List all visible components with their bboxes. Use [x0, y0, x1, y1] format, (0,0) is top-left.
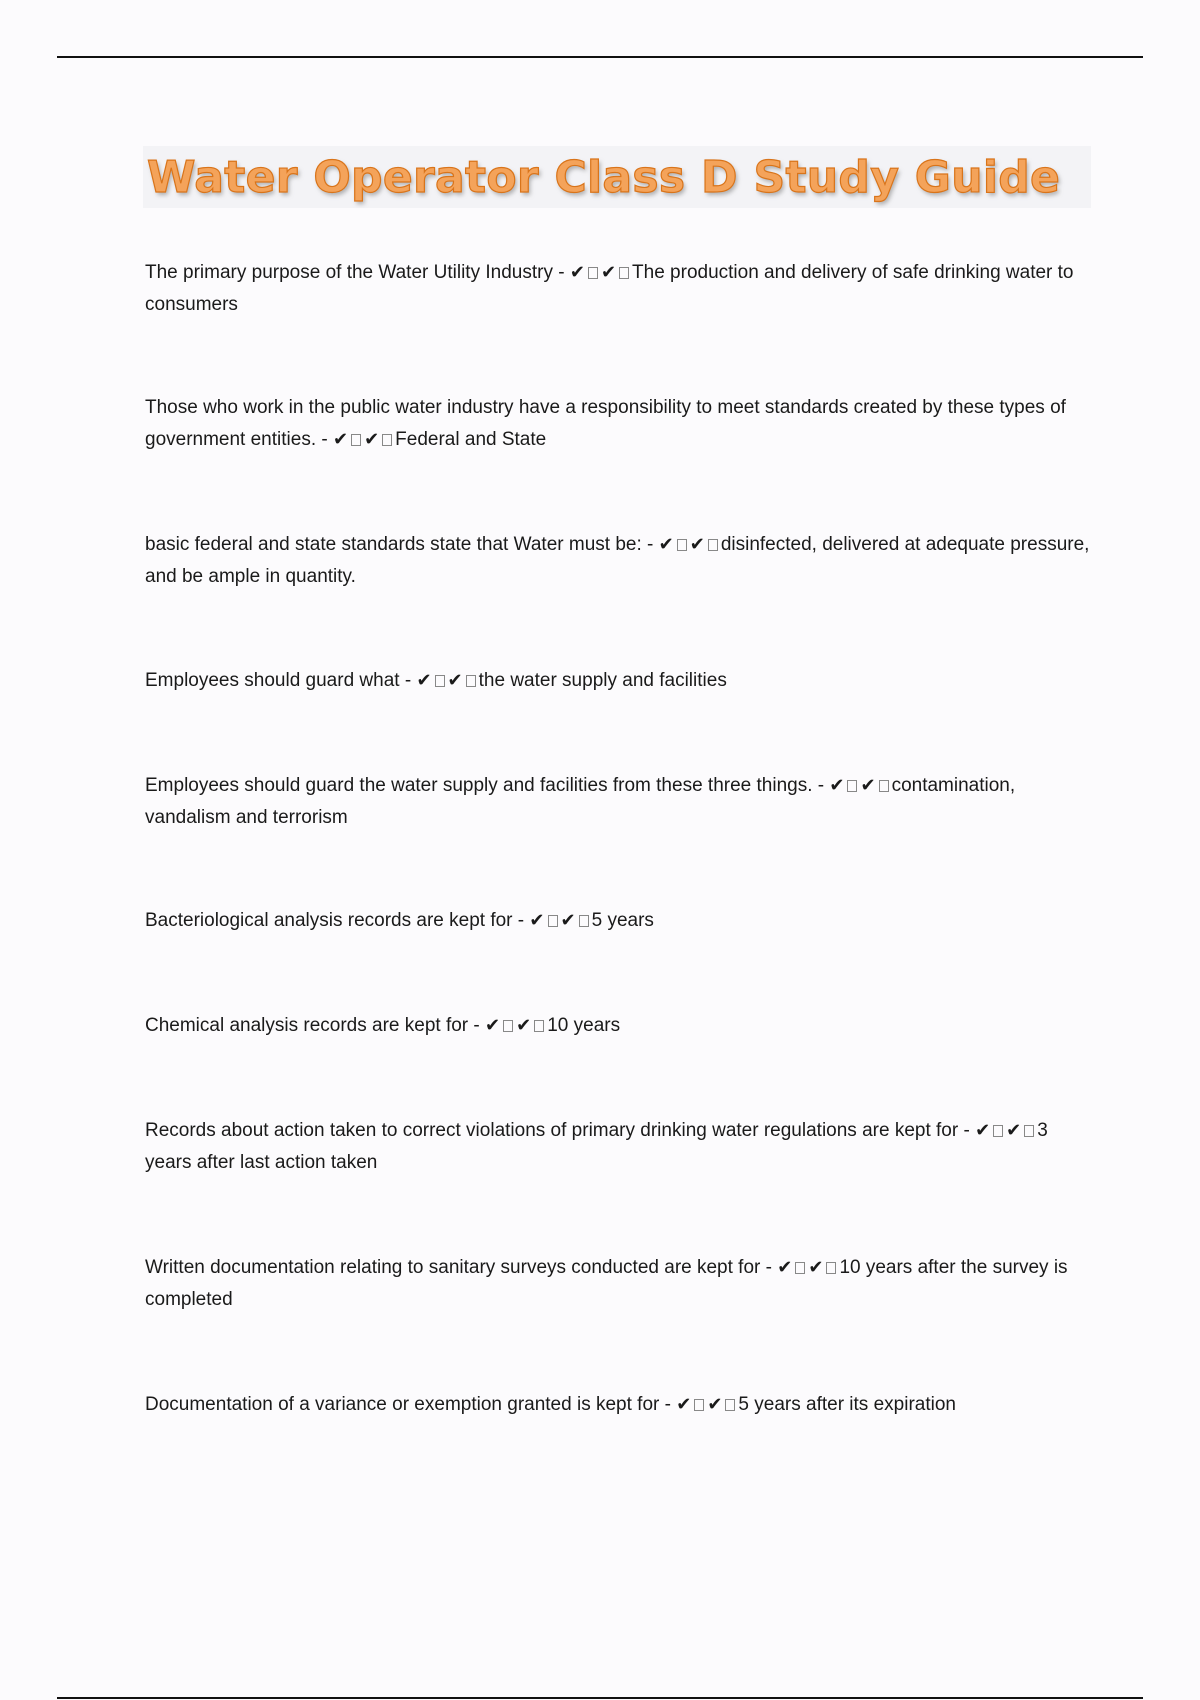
box-icon	[847, 780, 857, 792]
question-text: Documentation of a variance or exemption granted is kept for	[145, 1394, 660, 1415]
separator: -	[316, 429, 333, 450]
separator: -	[958, 1120, 976, 1141]
check-icon: ✔	[364, 429, 380, 450]
separator: -	[641, 534, 659, 555]
box-icon	[466, 675, 476, 687]
answer-text: disinfected, delivered at adequate pressure, and be ample in quantity.	[145, 534, 1090, 587]
check-icon: ✔	[676, 1394, 692, 1415]
box-icon	[993, 1125, 1003, 1137]
page-title: Water Operator Class D Study Guide	[147, 151, 1061, 203]
qa-item	[145, 1010, 1090, 1042]
box-icon	[826, 1262, 836, 1274]
qa-item	[145, 1115, 1090, 1179]
answer-text: 5 years	[591, 910, 654, 931]
check-icon: ✔	[777, 1257, 793, 1278]
check-icon: ✔	[1006, 1120, 1022, 1141]
question-text: Bacteriological analysis records are kept for	[145, 910, 513, 931]
question-text: Chemical analysis records are kept for	[145, 1015, 469, 1036]
check-icon: ✔	[416, 670, 432, 691]
box-icon	[725, 1399, 735, 1411]
box-icon	[694, 1399, 704, 1411]
check-icon: ✔	[485, 1015, 501, 1036]
answer-text: Federal and State	[395, 429, 547, 450]
box-icon	[677, 539, 687, 551]
separator: -	[760, 1257, 778, 1278]
title-banner	[143, 146, 1091, 208]
answer-text: 10 years	[547, 1015, 621, 1036]
check-icon: ✔	[975, 1120, 991, 1141]
check-icon: ✔	[569, 262, 585, 283]
box-icon	[503, 1020, 513, 1032]
answer-text: 5 years after its expiration	[738, 1394, 956, 1415]
answer-text: contamination, vandalism and terrorism	[145, 775, 1016, 828]
separator: -	[812, 775, 830, 796]
question-text: basic federal and state standards state that Water must be:	[145, 534, 642, 555]
top-rule	[57, 56, 1143, 58]
answer-text: 3 years after last action taken	[145, 1120, 1048, 1173]
check-icon: ✔	[689, 534, 705, 555]
separator: -	[512, 910, 530, 931]
question-text: The primary purpose of the Water Utility Industry	[145, 262, 553, 283]
separator: -	[659, 1394, 677, 1415]
check-icon: ✔	[516, 1015, 532, 1036]
qa-item	[145, 1252, 1090, 1316]
box-icon	[708, 539, 718, 551]
check-icon: ✔	[829, 775, 845, 796]
check-icon: ✔	[447, 670, 463, 691]
box-icon	[548, 915, 558, 927]
separator: -	[468, 1015, 486, 1036]
separator: -	[552, 262, 570, 283]
question-text: Records about action taken to correct violations of primary drinking water regulations are kept for	[145, 1120, 959, 1141]
question-text: Written documentation relating to sanitary surveys conducted are kept for	[145, 1257, 761, 1278]
box-icon	[534, 1020, 544, 1032]
answer-text: 10 years after the survey is completed	[145, 1257, 1068, 1310]
check-icon: ✔	[332, 429, 349, 450]
qa-item	[145, 529, 1090, 593]
box-icon	[795, 1262, 805, 1274]
check-icon: ✔	[707, 1394, 723, 1415]
check-icon: ✔	[600, 262, 617, 283]
check-icon: ✔	[560, 910, 576, 931]
check-icon: ✔	[658, 534, 674, 555]
box-icon	[435, 675, 445, 687]
box-icon	[619, 267, 629, 279]
separator: -	[399, 670, 417, 691]
box-icon	[879, 780, 889, 792]
check-icon: ✔	[529, 910, 545, 931]
box-icon	[382, 434, 392, 446]
question-text: Employees should guard what	[145, 670, 400, 691]
answer-text: the water supply and facilities	[478, 670, 727, 691]
qa-item	[145, 905, 1090, 937]
bottom-rule	[57, 1697, 1143, 1699]
qa-item	[145, 665, 1090, 697]
box-icon	[351, 434, 361, 446]
qa-item	[145, 1389, 1090, 1421]
qa-item	[145, 257, 1090, 321]
qa-item	[145, 770, 1090, 834]
question-text: Those who work in the public water industry have a responsibility to meet standards created by these types of government entities.	[145, 397, 1066, 450]
check-icon: ✔	[860, 775, 876, 796]
qa-item	[145, 392, 1090, 456]
answer-text: The production and delivery of safe drinking water to consumers	[145, 262, 1074, 315]
box-icon	[588, 267, 598, 279]
question-text: Employees should guard the water supply and facilities from these three things.	[145, 775, 813, 796]
check-icon: ✔	[808, 1257, 824, 1278]
box-icon	[579, 915, 589, 927]
box-icon	[1024, 1125, 1034, 1137]
